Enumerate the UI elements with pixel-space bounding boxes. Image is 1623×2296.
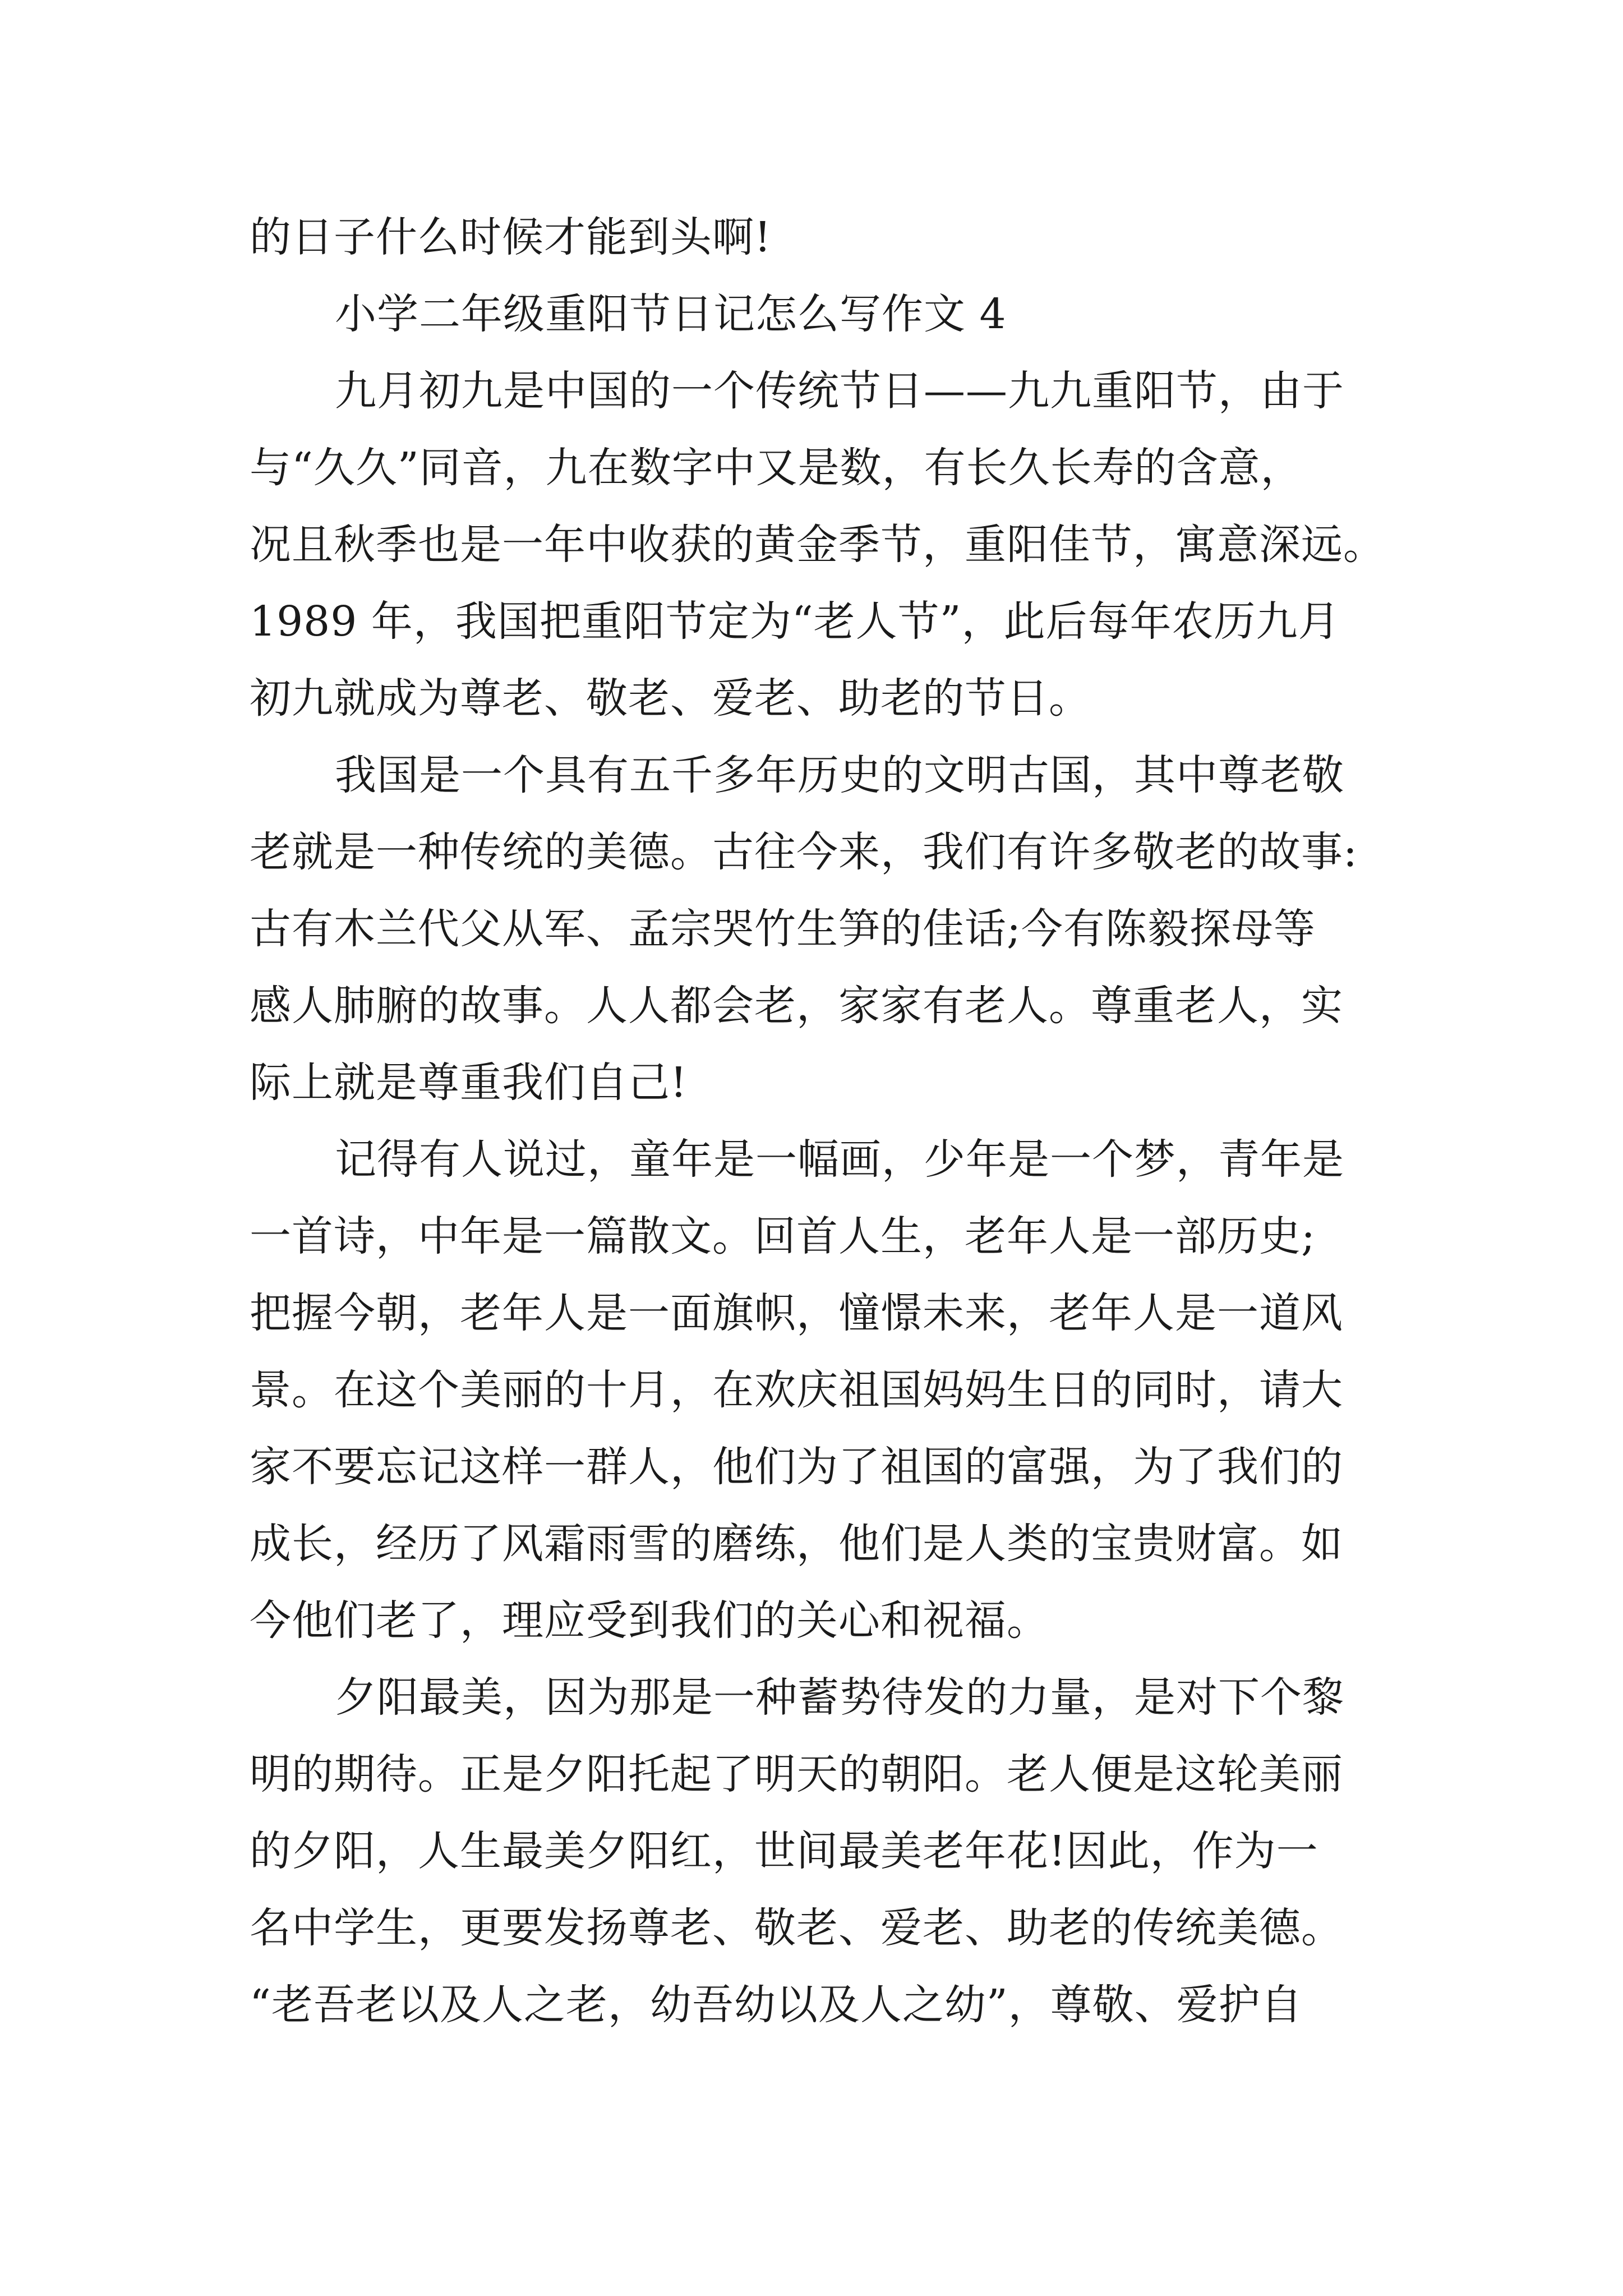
section-heading: 小学二年级重阳节日记怎么写作文 4	[335, 290, 1007, 338]
text-line: 今他们老了，理应受到我们的关心和祝福。	[250, 1596, 1049, 1645]
text-line: “老吾老以及人之老，幼吾幼以及人之幼”，尊敬、爱护自	[250, 1981, 1303, 2029]
text-line: 初九就成为尊老、敬老、爱老、助老的节日。	[250, 674, 1091, 723]
document-page	[250, 199, 1388, 2044]
text-line: 九月初九是中国的一个传统节日——九九重阳节，由于	[335, 367, 1344, 415]
text-line: 况且秋季也是一年中收获的黄金季节，重阳佳节，寓意深远。	[250, 521, 1385, 569]
text-line: 家不要忘记这样一群人，他们为了祖国的富强，为了我们的	[250, 1443, 1343, 1491]
text-line: 古有木兰代父从军、孟宗哭竹生笋的佳话;今有陈毅探母等	[250, 905, 1316, 953]
text-line: 一首诗，中年是一篇散文。回首人生，老年人是一部历史;	[250, 1212, 1316, 1260]
text-line: 与“久久”同音，九在数字中又是数，有长久长寿的含意，	[250, 444, 1303, 492]
text-line: 际上就是尊重我们自己!	[250, 1059, 688, 1107]
text-line: 的夕阳，人生最美夕阳红，世间最美老年花!因此，作为一	[250, 1827, 1318, 1875]
text-line: 老就是一种传统的美德。古往今来，我们有许多敬老的故事:	[250, 828, 1358, 876]
text-line: 我国是一个具有五千多年历史的文明古国，其中尊老敬	[335, 751, 1344, 799]
text-line: 感人肺腑的故事。人人都会老，家家有老人。尊重老人，实	[250, 982, 1343, 1030]
text-line: 名中学生，更要发扬尊老、敬老、爱老、助老的传统美德。	[250, 1904, 1343, 1952]
text-line: 夕阳最美，因为那是一种蓄势待发的力量，是对下个黎	[335, 1673, 1344, 1722]
text-line: 1989 年，我国把重阳节定为“老人节”，此后每年农历九月	[250, 597, 1340, 646]
text-line: 明的期待。正是夕阳托起了明天的朝阳。老人便是这轮美丽	[250, 1750, 1343, 1798]
text-line: 记得有人说过，童年是一幅画，少年是一个梦，青年是	[335, 1135, 1344, 1184]
text-line: 的日子什么时候才能到头啊!	[250, 213, 772, 261]
text-line: 景。在这个美丽的十月，在欢庆祖国妈妈生日的同时，请大	[250, 1366, 1343, 1414]
text-line: 成长，经历了风霜雨雪的磨练，他们是人类的宝贵财富。如	[250, 1520, 1343, 1568]
text-line: 把握今朝，老年人是一面旗帜，憧憬未来，老年人是一道风	[250, 1289, 1343, 1337]
